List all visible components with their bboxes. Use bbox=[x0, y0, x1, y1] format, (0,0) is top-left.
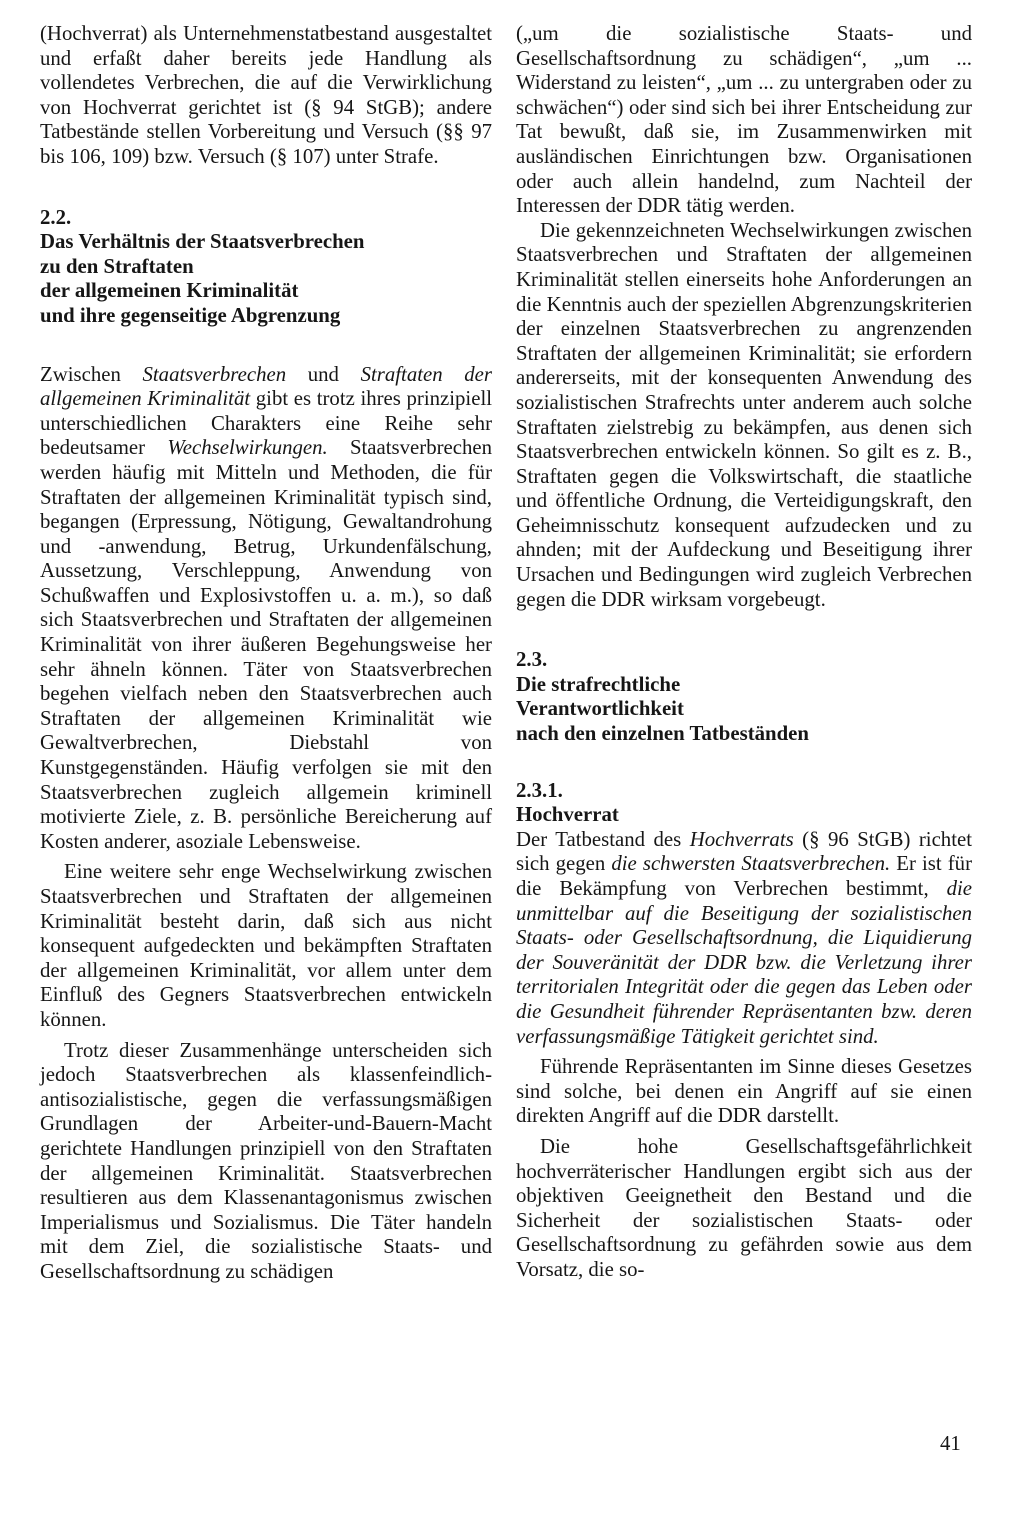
paragraph-tatbestand-hochverrat bbox=[516, 828, 972, 1049]
paragraph-trotz-zusammenhaenge: Trotz dieser Zusammenhänge unterscheiden sich jedoch Staatsverbrechen als klassenfeindlich-antisozialistische, gegen die verfassungsmäßigen Grundlagen der Arbeiter-und-Bauern-Macht gerichtete Handlungen prinzipiell von den Straftaten der allgemeinen Kriminalität. Staatsverbrechen resultieren aus dem Klassenantagonismus zwischen Imperialismus und Sozialismus. Die Täter handeln mit dem Ziel, die sozialistische Staats- und Gesellschaftsordnung zu schädigen bbox=[40, 1038, 492, 1283]
text-run: Der Tatbestand des bbox=[516, 827, 690, 851]
paragraph-gesellschaftsgefaehrlichkeit: Die hohe Gesellschaftsgefährlichkeit hochverräterischer Handlungen ergibt sich aus der objektiven Geeignetheit den Bestand und die Sicherheit der sozialistischen Staats- oder Gesellschaftsordnung zu gefährden sowie aus dem Vorsatz, die so- bbox=[516, 1134, 972, 1281]
text-run: Staatsverbrechen werden häufig mit Mitteln und Methoden, die für Straftaten der allgemeinen Kriminalität typisch sind, begangen (Erpressung, Nötigung, Gewaltandrohung und -anwendung, Betrug, Urkundenfälschung, Aussetzung, Verschleppung, Anwendung von Schußwaffen und Explosivstoffen u. a. m.), so daß sich Staatsverbrechen und Straftaten der allgemeinen Kriminalität von ihrer äußeren Begehungsweise her sehr ähneln können. Täter von Staatsverbrechen begehen vielfach neben den Staatsverbrechen auch Straftaten der allgemeinen Kriminalität wie Gewaltverbrechen, Diebstahl von Kunstgegenständen. Häufig verfolgen sie mit den Staatsverbrechen zugleich allgemein kriminell motivierte Ziele, z. B. persönliche Bereicherung auf Kosten anderer, asoziale Lebensweise. bbox=[40, 436, 493, 853]
left-column bbox=[40, 22, 492, 1285]
section-heading-2-3 bbox=[516, 648, 972, 746]
subsection-number: 2.3.1. bbox=[516, 778, 563, 802]
section-heading-2-3-1 bbox=[516, 779, 972, 828]
subsection-title: Hochverrat bbox=[516, 803, 619, 827]
right-column bbox=[516, 22, 972, 1283]
text-run: und bbox=[286, 362, 361, 386]
italic-run: die unmittelbar auf die Beseitigung der sozialistischen Staats- oder Gesellschaftsordnung, die Liquidierung der Souveränität der DDR bzw. die Verletzung ihrer territorialen Integrität oder die gegen das Leben oder die Gesundheit führender Repräsentanten bzw. deren verfassungsmäßige Tätigkeit gerichtet sind. bbox=[516, 877, 972, 1048]
section-title-line: Die strafrechtliche bbox=[516, 672, 681, 696]
section-title-line: der allgemeinen Kriminalität bbox=[40, 279, 299, 303]
section-title-line: Verantwortlichkeit bbox=[516, 697, 684, 721]
paragraph-wechselwirkungen bbox=[40, 363, 492, 855]
text-run: (§ 96 StGB) richtet sich gegen bbox=[516, 827, 972, 876]
section-heading-2-2 bbox=[40, 206, 492, 329]
text-run: Zwischen bbox=[40, 362, 143, 386]
section-title-line: zu den Straftaten bbox=[40, 254, 194, 278]
section-number: 2.2. bbox=[40, 205, 72, 229]
italic-run: Wechselwirkungen. bbox=[167, 436, 328, 460]
page-number: 41 bbox=[940, 1432, 961, 1455]
text-run: Er ist für die Bekämpfung von Verbrechen bestimmt, bbox=[516, 852, 972, 900]
paragraph-fuehrende-repraesentanten: Führende Repräsentanten im Sinne dieses Gesetzes sind solche, bei denen ein Angriff auf sie einen direkten Angriff auf die DDR darstellt. bbox=[516, 1055, 972, 1128]
section-title-line: Das Verhältnis der Staatsverbrechen bbox=[40, 230, 365, 254]
section-title-line: nach den einzelnen Tatbeständen bbox=[516, 722, 809, 746]
paragraph-hochverrat-continuation: (Hochverrat) als Unternehmenstatbestand ausgestaltet und erfaßt daher bereits jede Handlung als vollendetes Verbrechen, die auf die Verwirklichung von Hochverrat gerichtet ist (§ 94 StGB); andere Tatbestände stellen Vorbereitung und Versuch (§§ 97 bis 106, 109) bzw. Versuch (§ 107) unter Strafe. bbox=[40, 22, 492, 168]
section-title-line: und ihre gegenseitige Abgrenzung bbox=[40, 303, 341, 327]
paragraph-ziel-continuation: („um die sozialistische Staats- und Gesellschaftsordnung zu schädigen“, „um ... Widerstand zu leisten“, „um ... zu untergraben oder zu schwächen“) oder sind sich bei ihrer Entscheidung zur Tat bewußt, daß sie, im Zusammenwirken mit ausländischen Einrichtungen bzw. Organisationen oder auch allein handelnd, zum Nachteil der Interessen der DDR tätig werden. bbox=[516, 22, 972, 218]
italic-run: Staatsverbrechen bbox=[142, 362, 287, 386]
italic-run: die schwersten Staatsverbrechen. bbox=[611, 852, 891, 876]
italic-run: Straftaten der allgemeinen Kriminalität bbox=[40, 362, 492, 411]
italic-run: Hochverrats bbox=[689, 827, 794, 851]
paragraph-weitere-wechselwirkung: Eine weitere sehr enge Wechselwirkung zwischen Staatsverbrechen und Straftaten der allgemeinen Kriminalität besteht darin, daß sich aus nicht konsequent aufgedeckten und bekämpften Straftaten der allgemeinen Kriminalität, vor allem unter dem Einfluß des Gegners Staatsverbrechen entwickeln können. bbox=[40, 860, 492, 1031]
section-number: 2.3. bbox=[516, 648, 548, 672]
paragraph-gekennzeichnete-wechselwirkungen: Die gekennzeichneten Wechselwirkungen zwischen Staatsverbrechen und Straftaten der allgemeinen Kriminalität stellen einerseits hohe Anforderungen an die Kenntnis auch der speziellen Abgrenzungskriterien der einzelnen Staatsverbrechen zu angrenzenden Straftaten der allgemeinen Kriminalität; sie erfordern andererseits, mit der konsequenten Anwendung des sozialistischen Strafrechts unter anderem auch solche Straftaten zielstrebig zu bekämpfen, aus denen sich Staatsverbrechen entwickeln können. So gilt es z. B., Straftaten gegen die Volkswirtschaft, die staatliche und öffentliche Ordnung, die Verteidigungskraft, den Geheimnisschutz konsequent aufzudecken und zu ahnden; mit der Aufdeckung und Beseitigung ihrer Ursachen und Bedingungen wird zugleich Verbrechen gegen die DDR wirksam vorgebeugt. bbox=[516, 218, 972, 611]
text-run: gibt es trotz ihres prinzipiell unterschiedlichen Charakters eine Reihe sehr bedeutsamer bbox=[40, 387, 492, 460]
